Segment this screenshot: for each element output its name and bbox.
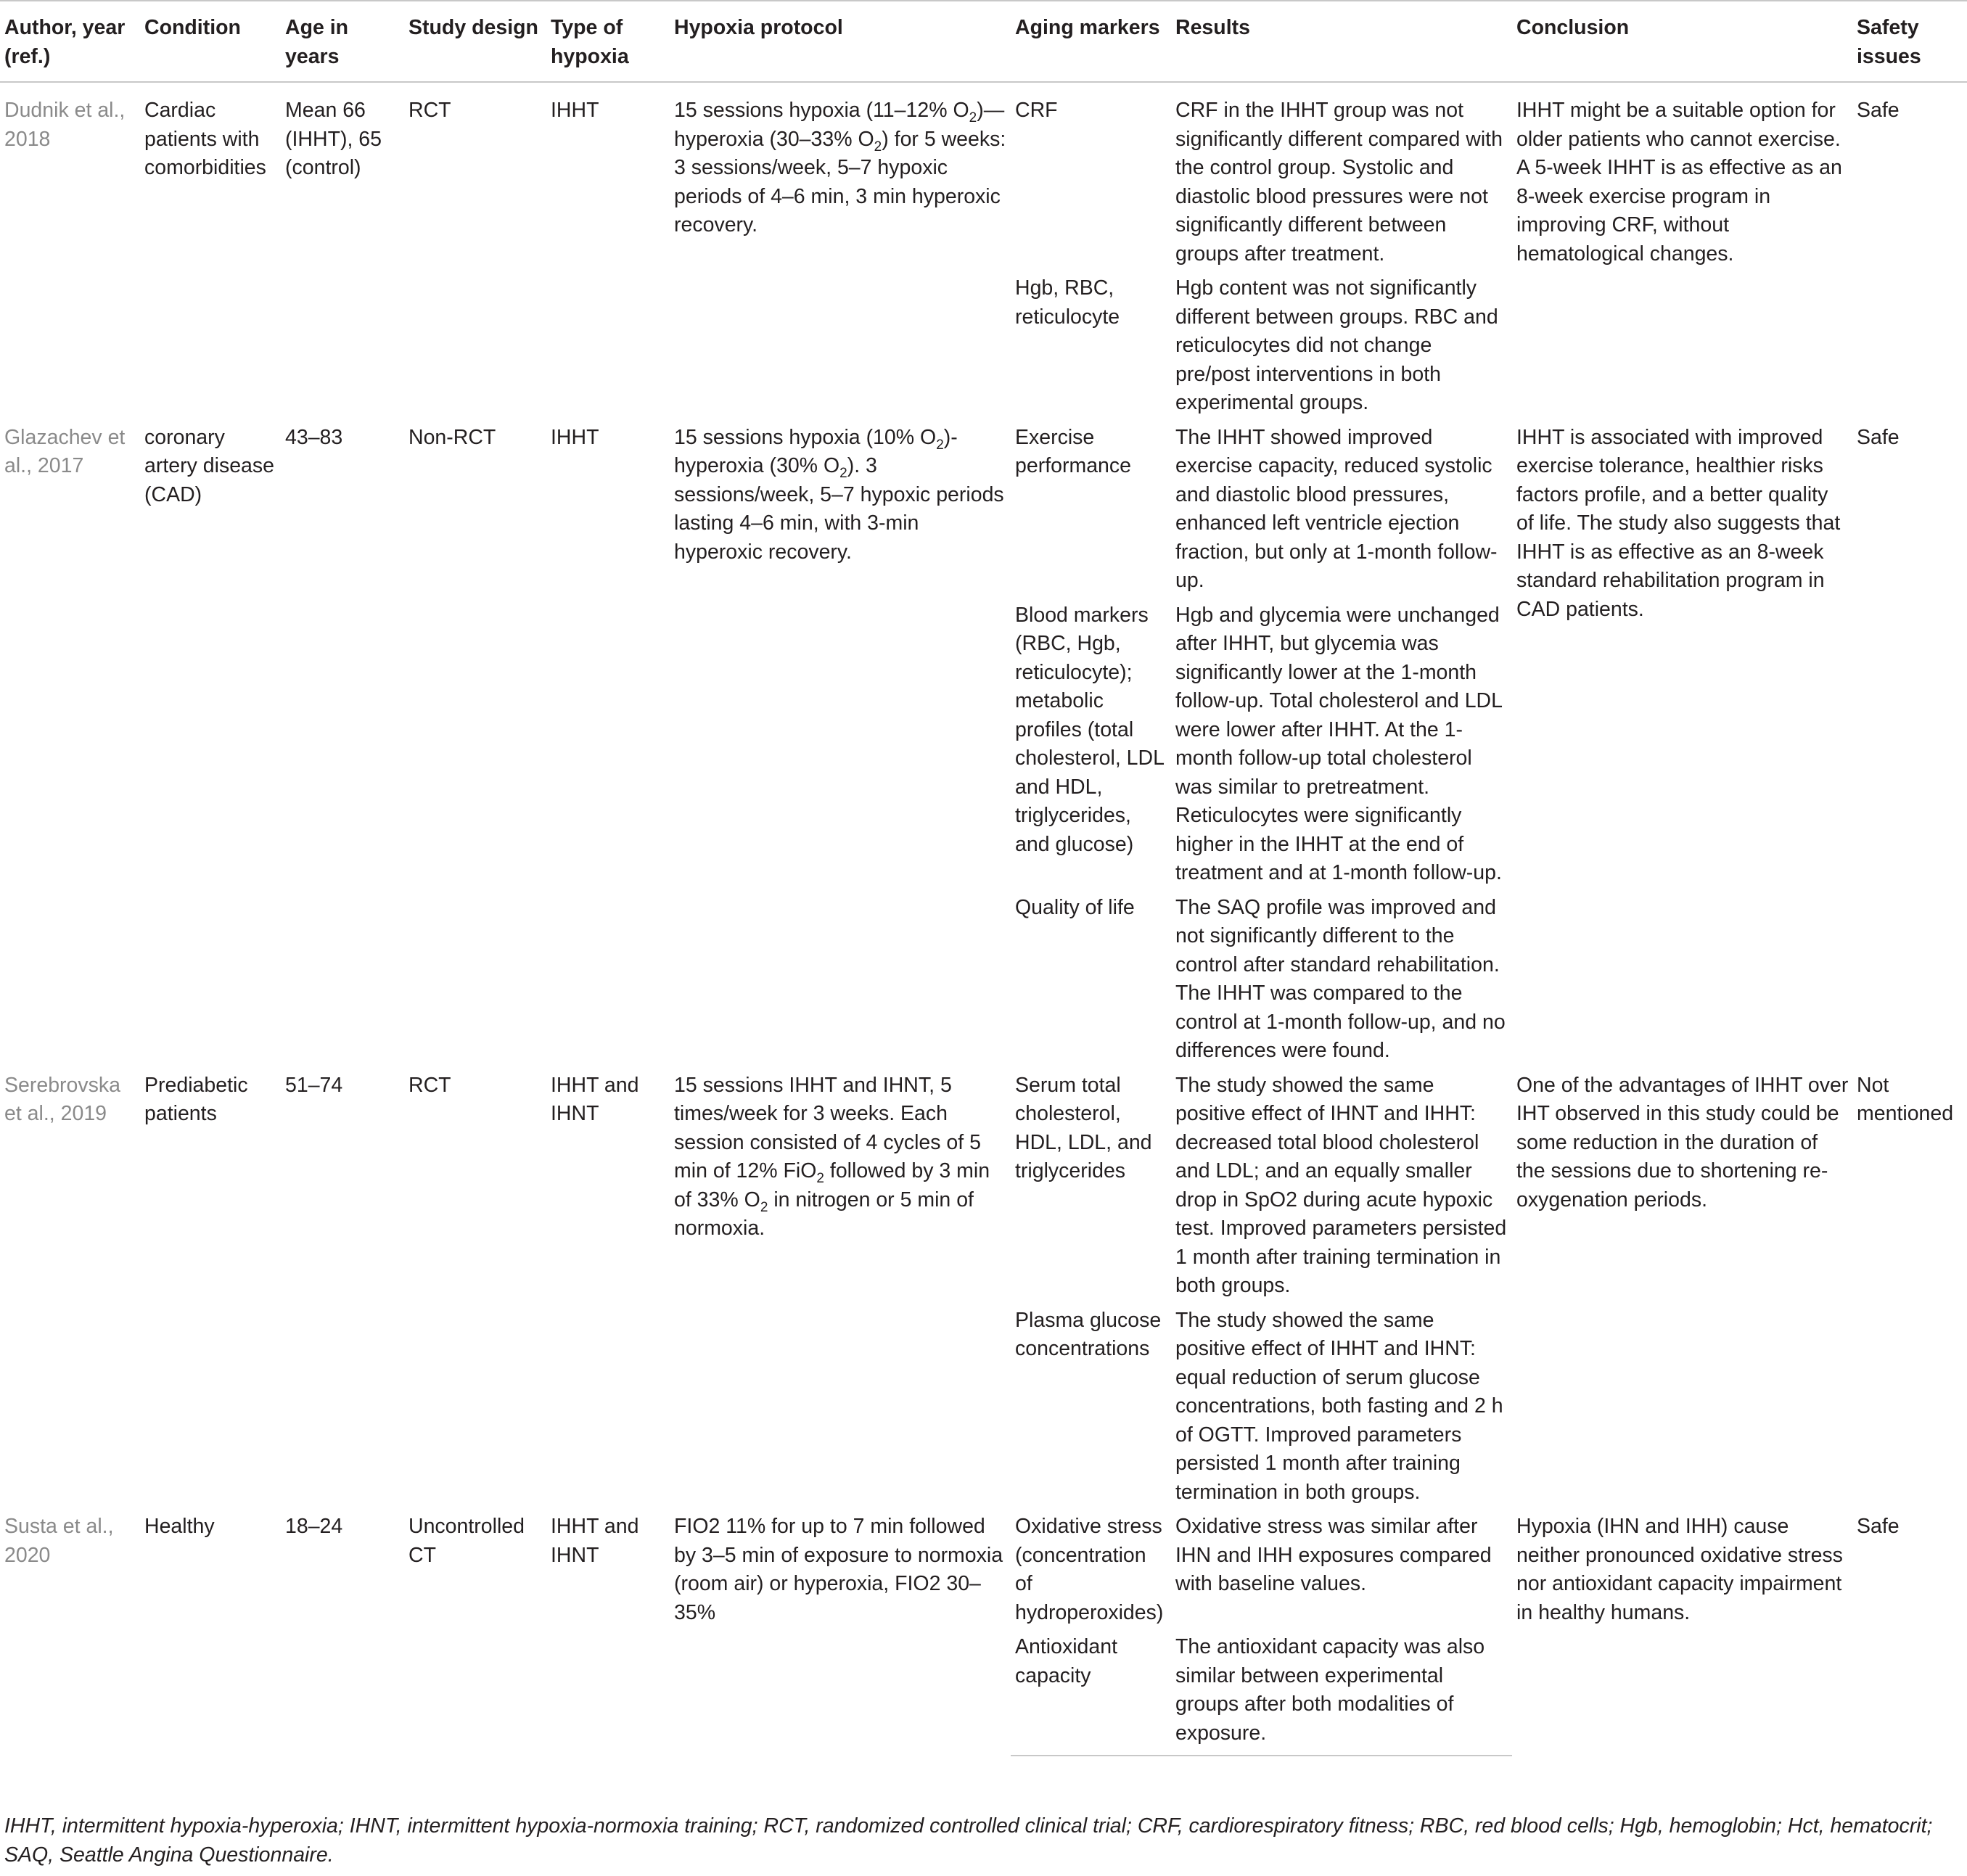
cell-result: Hgb and glycemia were unchanged after IHHT, but glycemia was significantly lower at the 1-month follow-up. Total cholesterol and LDL were lower after IHHT. At the 1-month follow-up total cholesterol was similar to pretreatment. Reticulocytes were significantly higher in the IHHT at the end of treatment and at 1-month follow-up. xyxy=(1175,603,1502,884)
table-footnote: IHHT, intermittent hypoxia-hyperoxia; IHNT, intermittent hypoxia-normoxia training; RCT, randomized controlled clinical trial; CRF, cardiorespiratory fitness; RBC, red blood cells; Hgb, hemoglobin; Hct, hematocrit; SAQ, Seattle Angina Questionnaire. xyxy=(4,1814,1933,1867)
header-age: Age in years xyxy=(281,1,404,82)
cell-author: Dudnik et al., 2018 xyxy=(4,99,126,151)
cell-hypoxia-type: IHHT and IHNT xyxy=(551,1073,639,1125)
cell-result: The study showed the same positive effect of IHHT and IHNT: equal reduction of serum glucose concentrations, both fasting and 2 h of OGTT. Improved parameters persisted 1 month after training termination in both groups. xyxy=(1175,1308,1503,1504)
cell-result: The study showed the same positive effect of IHNT and IHHT: decreased total blood cholesterol and LDL; and an equally smaller drop in SpO2 during acute hypoxic test. Improved parameters persisted 1 month after training termination in both groups. xyxy=(1175,1073,1507,1297)
subscript: 2 xyxy=(936,437,944,453)
header-hypoxia-type: Type of hypoxia xyxy=(546,1,670,82)
cell-condition: Cardiac patients with comorbidities xyxy=(144,99,266,179)
cell-result: The SAQ profile was improved and not significantly different to the control after standard rehabilitation. The IHHT was compared to the control at 1-month follow-up, and no differences were found. xyxy=(1175,895,1506,1062)
header-row xyxy=(0,1,1967,82)
header-safety: Safety issues xyxy=(1852,1,1967,82)
protocol-text: ). 3 sessions/week, 5–7 hypoxic periods lasting 4–6 min, with 3-min hyperoxic recovery. xyxy=(674,454,1004,564)
protocol-text: ) for 5 weeks: 3 sessions/week, 5–7 hypoxic periods of 4–6 min, 3 min hyperoxic recovery. xyxy=(674,127,1006,236)
cell-study-design: RCT xyxy=(408,99,451,122)
protocol-text: FIO2 11% for up to 7 min followed by 3–5 min of exposure to normoxia (room air) or hyperoxia, FIO2 30–35% xyxy=(674,1515,1003,1624)
protocol-text: )-hyperoxia (30% O xyxy=(674,425,958,477)
cell-aging-marker: Antioxidant capacity xyxy=(1011,1627,1171,1756)
cell-conclusion: One of the advantages of IHHT over IHT observed in this study could be some reduction in the duration of the sessions due to shortening re-oxygenation periods. xyxy=(1516,1073,1849,1211)
cell-author: Susta et al., 2020 xyxy=(4,1515,114,1567)
cell-hypoxia-type: IHHT xyxy=(551,425,599,449)
table-row xyxy=(0,1507,1967,1627)
header-conclusion: Conclusion xyxy=(1512,1,1852,82)
cell-hypoxia-type: IHHT and IHNT xyxy=(551,1515,639,1567)
cell-age: Mean 66 (IHHT), 65 (control) xyxy=(285,99,382,179)
header-author: Author, year (ref.) xyxy=(0,1,140,82)
table-row xyxy=(0,418,1967,596)
cell-age: 51–74 xyxy=(285,1073,343,1097)
cell-result: The IHHT showed improved exercise capacity, reduced systolic and diastolic blood pressures, enhanced left ventricle ejection fraction, but only at 1-month follow-up. xyxy=(1175,425,1498,592)
header-condition: Condition xyxy=(140,1,281,82)
cell-author: Glazachev et al., 2017 xyxy=(4,425,126,477)
protocol-text: followed by 3 min of 33% O xyxy=(674,1159,990,1211)
cell-condition: Prediabetic patients xyxy=(144,1073,248,1125)
cell-author: Serebrovska et al., 2019 xyxy=(4,1073,120,1125)
cell-study-design: Uncontrolled CT xyxy=(408,1515,525,1567)
header-results: Results xyxy=(1171,1,1512,82)
protocol-text: )—hyperoxia (30–33% O xyxy=(674,99,1005,151)
subscript: 2 xyxy=(969,110,977,126)
cell-result: Oxidative stress was similar after IHN and IHH exposures compared with baseline values. xyxy=(1175,1515,1492,1595)
cell-conclusion: Hypoxia (IHN and IHH) cause neither pronounced oxidative stress nor antioxidant capacity impairment in healthy humans. xyxy=(1516,1515,1843,1624)
cell-hypoxia-protocol xyxy=(670,1066,1011,1507)
header-hypoxia-protocol: Hypoxia protocol xyxy=(670,1,1011,82)
cell-condition: coronary artery disease (CAD) xyxy=(144,425,275,506)
protocol-text: 15 sessions hypoxia (10% O xyxy=(674,425,937,449)
cell-conclusion: IHHT might be a suitable option for older patients who cannot exercise. A 5-week IHHT is as effective as an 8-week exercise program in improving CRF, without hematological changes. xyxy=(1516,99,1842,266)
cell-conclusion: IHHT is associated with improved exercise tolerance, healthier risks factors profile, and a better quality of life. The study also suggests that IHHT is as effective as an 8-week standard rehabilitation program in CAD patients. xyxy=(1516,425,1841,621)
cell-safety: Not mentioned xyxy=(1857,1073,1954,1125)
subscript: 2 xyxy=(816,1171,824,1186)
cell-result: The antioxidant capacity was also similar between experimental groups after both modalities of exposure. xyxy=(1171,1627,1512,1756)
cell-aging-marker: CRF xyxy=(1015,99,1058,122)
header-study-design: Study design xyxy=(404,1,546,82)
cell-safety: Safe xyxy=(1857,425,1900,449)
cell-aging-marker: Hgb, RBC, reticulocyte xyxy=(1015,276,1120,329)
table-row xyxy=(0,1066,1967,1301)
cell-safety: Safe xyxy=(1857,99,1900,122)
cell-result: Hgb content was not significantly different between groups. RBC and reticulocytes did not change pre/post interventions in both experimental groups. xyxy=(1175,276,1498,414)
cell-aging-marker: Quality of life xyxy=(1015,895,1135,919)
cell-result: CRF in the IHHT group was not significantly different compared with the control group. Systolic and diastolic blood pressures were not significantly different between groups after treatment. xyxy=(1175,99,1503,266)
cell-age: 43–83 xyxy=(285,425,343,449)
cell-study-design: Non-RCT xyxy=(408,425,496,449)
cell-aging-marker: Exercise performance xyxy=(1015,425,1131,477)
cell-aging-marker: Serum total cholesterol, HDL, LDL, and triglycerides xyxy=(1015,1073,1152,1182)
cell-hypoxia-protocol xyxy=(670,1507,1011,1756)
subscript: 2 xyxy=(874,139,882,155)
protocol-text: in nitrogen or 5 min of normoxia. xyxy=(674,1188,974,1240)
protocol-text: 15 sessions IHHT and IHNT, 5 times/week for 3 weeks. Each session consisted of 4 cycles of 5 min of 12% FiO xyxy=(674,1073,981,1182)
table-row xyxy=(0,82,1967,268)
cell-condition: Healthy xyxy=(144,1515,215,1538)
cell-age: 18–24 xyxy=(285,1515,343,1538)
subscript: 2 xyxy=(760,1199,768,1215)
cell-aging-marker: Oxidative stress (concentration of hydroperoxides) xyxy=(1015,1515,1164,1624)
cell-aging-marker: Plasma glucose concentrations xyxy=(1015,1308,1162,1360)
cell-hypoxia-protocol xyxy=(670,82,1011,418)
cell-hypoxia-protocol xyxy=(670,418,1011,1066)
protocol-text: 15 sessions hypoxia (11–12% O xyxy=(674,99,969,122)
cell-study-design: RCT xyxy=(408,1073,451,1097)
header-aging-markers: Aging markers xyxy=(1011,1,1171,82)
subscript: 2 xyxy=(839,466,847,481)
cell-aging-marker: Blood markers (RBC, Hgb, reticulocyte); metabolic profiles (total cholesterol, LDL and HDL, triglycerides, and glucose) xyxy=(1015,603,1164,856)
cell-hypoxia-type: IHHT xyxy=(551,99,599,122)
cell-safety: Safe xyxy=(1857,1515,1900,1538)
